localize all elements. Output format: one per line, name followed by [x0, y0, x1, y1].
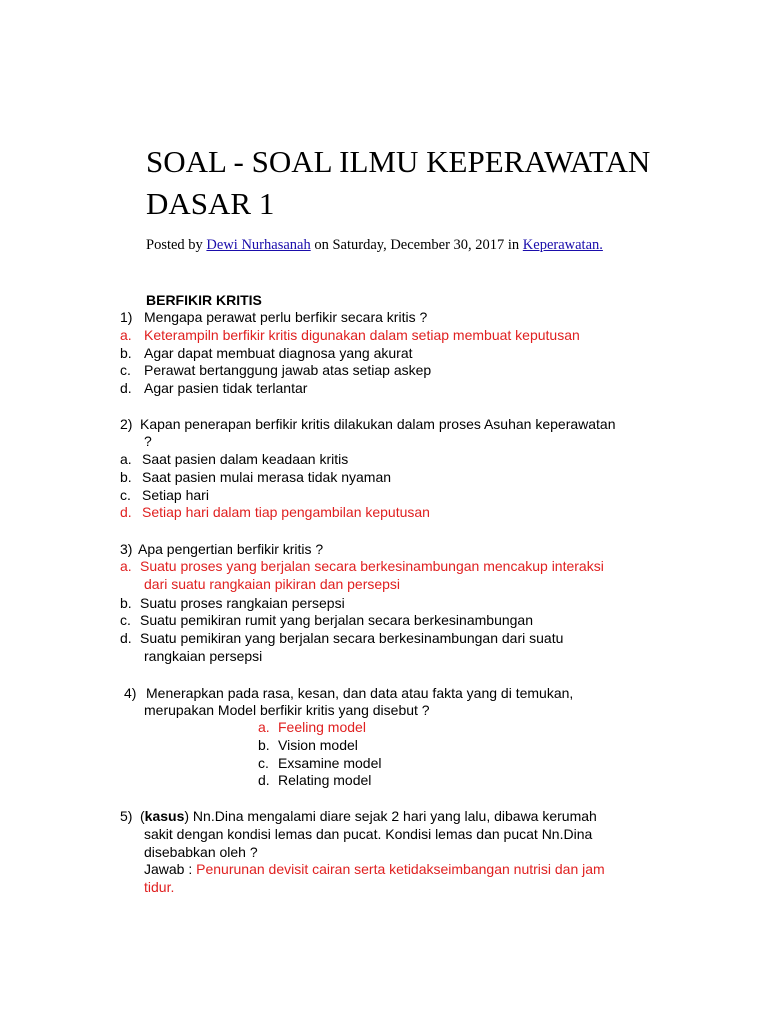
q5-answer-cont: tidur.	[144, 879, 175, 895]
question-4	[124, 684, 573, 702]
question-number: 3)	[120, 541, 133, 557]
question-text: Mengapa perawat perlu berfikir secara kritis ?	[144, 309, 428, 325]
question-5: 5) (kasus) Nn.Dina mengalami diare sejak 2 hari yang lalu, dibawa kerumah	[120, 808, 597, 824]
q2-option-a: a. Saat pasien dalam keadaan kritis	[120, 451, 349, 467]
byline-prefix: Posted by	[146, 237, 207, 253]
author-link[interactable]: Dewi Nurhasanah	[206, 237, 311, 253]
question-1	[120, 308, 427, 326]
q3-option-c: c. Suatu pemikiran rumit yang berjalan secara berkesinambungan	[120, 612, 533, 628]
question-5-cont-1: sakit dengan kondisi lemas dan pucat. Kondisi lemas dan pucat Nn.Dina	[144, 826, 593, 842]
q4-option-b: b. Vision model	[258, 737, 358, 753]
question-2	[120, 415, 616, 433]
case-tag: kasus	[144, 808, 185, 824]
q4-option-a: a. Feeling model	[258, 719, 366, 735]
question-number: 5)	[120, 808, 133, 824]
q5-answer	[144, 860, 605, 878]
answer-text: Penurunan devisit cairan serta ketidakseimbangan nutrisi dan jam	[196, 861, 605, 877]
question-text: Nn.Dina mengalami diare sejak 2 hari yang lalu, dibawa kerumah	[189, 808, 597, 824]
q3-option-a-cont: dari suatu rangkaian pikiran dan persepsi	[144, 576, 401, 592]
question-5-cont-2: disebabkan oleh ?	[144, 844, 258, 860]
q4-option-d: d. Relating model	[258, 772, 372, 788]
section-heading: BERFIKIR KRITIS	[146, 292, 262, 308]
q2-option-c: c. Setiap hari	[120, 487, 209, 503]
q3-option-d-cont: rangkaian persepsi	[144, 648, 263, 664]
page-title: SOAL - SOAL ILMU KEPERAWATAN DASAR 1	[146, 144, 651, 221]
question-3	[120, 540, 323, 558]
question-2-cont: ?	[144, 433, 152, 449]
q3-option-b: b. Suatu proses rangkaian persepsi	[120, 595, 345, 611]
category-link[interactable]: Keperawatan.	[522, 237, 603, 253]
q3-option-a: a. Suatu proses yang berjalan secara berkesinambungan mencakup interaksi	[120, 558, 604, 574]
byline	[146, 236, 603, 254]
question-number: 1)	[120, 309, 133, 325]
q3-option-d: d. Suatu pemikiran yang berjalan secara berkesinambungan dari suatu	[120, 630, 564, 646]
q2-option-b: b. Saat pasien mulai merasa tidak nyaman	[120, 469, 392, 485]
question-number: 2)	[120, 416, 133, 432]
question-text: Kapan penerapan berfikir kritis dilakukan dalam proses Asuhan keperawatan	[140, 416, 616, 432]
question-4-cont: merupakan Model berfikir kritis yang disebut ?	[144, 702, 430, 718]
q1-option-b: b. Agar dapat membuat diagnosa yang akurat	[120, 345, 413, 361]
question-number: 4)	[124, 685, 137, 701]
q1-option-d: d. Agar pasien tidak terlantar	[120, 380, 308, 396]
question-text: Apa pengertian berfikir kritis ?	[138, 541, 324, 557]
q1-option-c: c. Perawat bertanggung jawab atas setiap askep	[120, 362, 432, 378]
question-text: Menerapkan pada rasa, kesan, dan data atau fakta yang di temukan,	[146, 685, 574, 701]
answer-label: Jawab :	[144, 861, 197, 877]
byline-date: on Saturday, December 30, 2017 in	[310, 237, 523, 253]
q4-option-c: c. Exsamine model	[258, 755, 382, 771]
q2-option-d: d. Setiap hari dalam tiap pengambilan keputusan	[120, 504, 430, 520]
q1-option-a: a. Keterampiln berfikir kritis digunakan dalam setiap membuat keputusan	[120, 327, 580, 343]
